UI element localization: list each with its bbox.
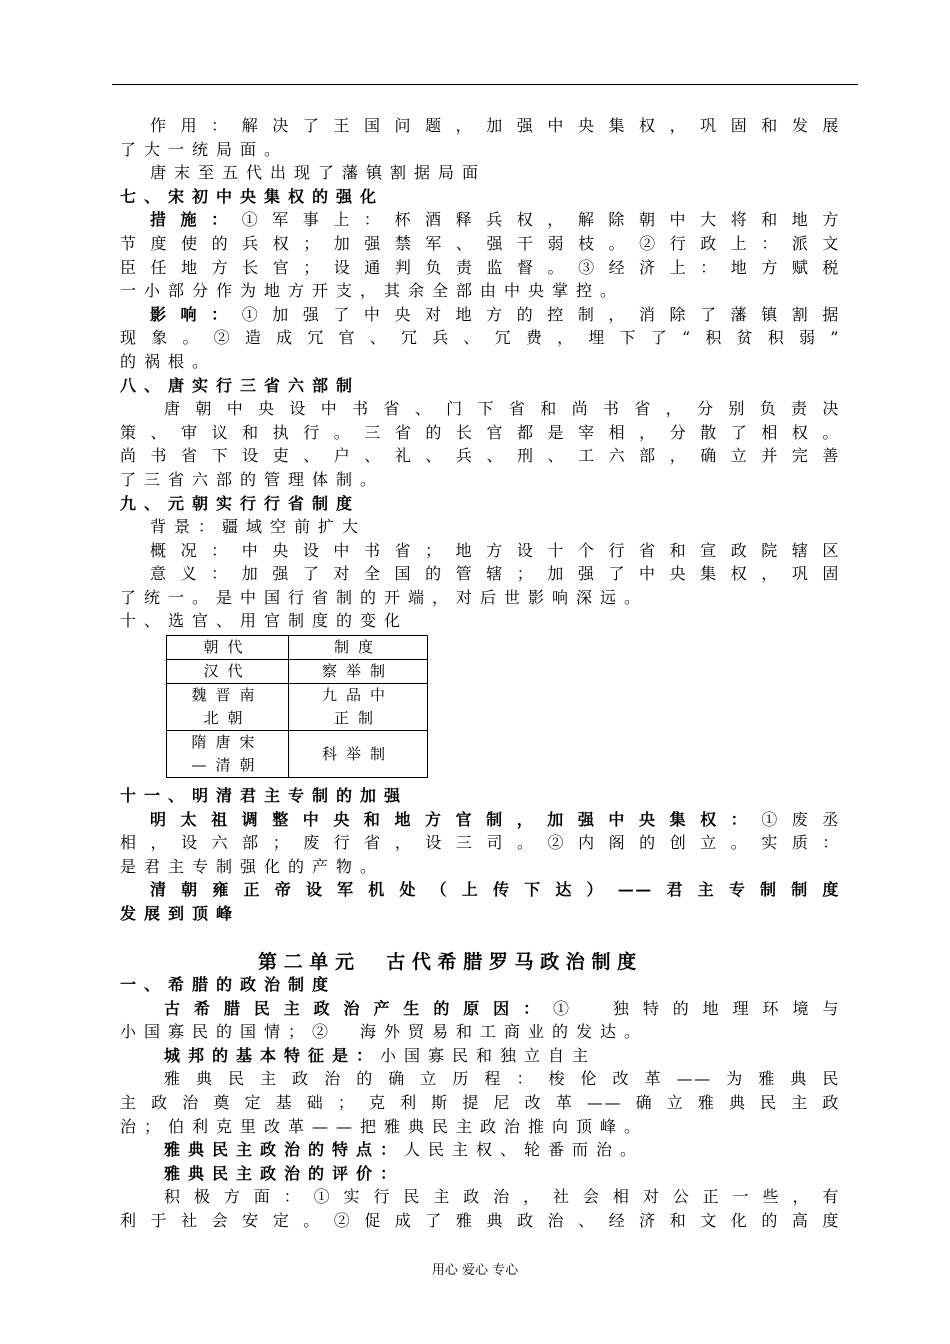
text-line xyxy=(120,279,840,303)
table-cell: 九品中 正制 xyxy=(289,684,428,731)
line-text: 十、选官、用官制度的变化 xyxy=(120,611,409,631)
text-line xyxy=(120,1044,840,1068)
unit-title: 第二单元 古代希腊罗马政治制度 xyxy=(258,951,643,973)
text-line xyxy=(120,609,840,633)
text-line xyxy=(120,1067,840,1091)
table-header-cell: 朝代 xyxy=(167,636,289,660)
text-line xyxy=(120,808,840,832)
line-text: 人民主权、轮番而治。 xyxy=(404,1140,645,1160)
line-text: 现象。②造成冗官、冗兵、冗费，埋下了“积贫积弱” xyxy=(120,328,840,348)
text-line xyxy=(120,831,840,855)
line-text: 作用：解决了王国问题，加强中央集权，巩固和发展 xyxy=(150,116,840,135)
text-line xyxy=(120,784,840,808)
table-cell: 察举制 xyxy=(289,660,428,684)
text-line xyxy=(120,902,840,926)
line-text: 尚书省下设吏、户、礼、兵、刑、工六部，确立并完善 xyxy=(120,446,840,466)
table-cell: 魏晋南 北朝 xyxy=(167,684,289,731)
line-text: ①废丞 xyxy=(761,809,840,829)
line-text: ①加强了中央对地方的控制，消除了藩镇割据 xyxy=(241,304,840,324)
line-text: 治；伯利克里改革——把雅典民主政治推向顶峰。 xyxy=(120,1116,649,1136)
line-text: 了大一统局面。 xyxy=(120,139,289,159)
line-text: 的祸根。 xyxy=(120,351,217,371)
text-line xyxy=(120,586,840,610)
line-text: 八、唐实行三省六部制 xyxy=(120,375,361,395)
line-text: 小国寡民和独立自主 xyxy=(380,1045,597,1065)
line-text: 唐末至五代出现了藩镇割据局面 xyxy=(150,163,487,183)
text-line xyxy=(120,161,840,185)
text-line xyxy=(120,973,840,997)
table-cell: 汉代 xyxy=(167,660,289,684)
text-line xyxy=(120,1138,840,1162)
document-body-bottom xyxy=(120,973,840,1233)
page-footer: 用心 爱心 专心 xyxy=(431,1263,519,1278)
line-text: 雅典民主政治的确立历程：梭伦改革——为雅典民 xyxy=(164,1069,840,1089)
table-row xyxy=(167,684,428,731)
text-line xyxy=(120,138,840,162)
line-text: 发展到顶峰 xyxy=(120,903,241,923)
line-text: 意义：加强了对全国的管辖；加强了中央集权，巩固 xyxy=(150,564,840,584)
line-text: 雅典民主政治的评价： xyxy=(164,1163,405,1183)
line-text: 相，设六部；废行省，设三司。②内阁的创立。实质： xyxy=(120,833,840,853)
text-line xyxy=(120,256,840,280)
line-text: 九、元朝实行行省制度 xyxy=(120,493,361,513)
document-body-top xyxy=(120,114,840,633)
text-line xyxy=(120,397,840,421)
line-label: 雅典民主政治的特点： xyxy=(164,1140,405,1160)
text-line xyxy=(120,1185,840,1209)
text-line xyxy=(120,1091,840,1115)
text-line xyxy=(120,326,840,350)
official-selection-table xyxy=(166,635,428,778)
line-label: 古希腊民主政治产生的原因： xyxy=(164,998,554,1018)
line-text: 主政治奠定基础；克利斯提尼改革——确立雅典民主政 xyxy=(120,1092,840,1112)
line-text: 唐朝中央设中书省、门下省和尚书省，分别负责决 xyxy=(164,399,840,419)
line-text: 臣任地方长官；设通判负责监督。③经济上：地方赋税 xyxy=(120,257,840,277)
text-line xyxy=(120,539,840,563)
table-header-cell: 制度 xyxy=(289,636,428,660)
text-line xyxy=(120,1115,840,1139)
line-text: 策、审议和执行。三省的长官都是宰相，分散了相权。 xyxy=(120,422,840,442)
text-line xyxy=(120,515,840,539)
line-text: 一小部分作为地方开支，其余全部由中央掌控。 xyxy=(120,281,625,301)
line-text: 积极方面：①实行民主政治，社会相对公正一些，有 xyxy=(164,1187,840,1207)
text-line xyxy=(120,562,840,586)
line-text: 十一、明清君主专制的加强 xyxy=(120,786,409,805)
line-text: 利于社会安定。②促成了雅典政治、经济和文化的高度 xyxy=(120,1210,840,1230)
line-label: 明太祖调整中央和地方官制，加强中央集权： xyxy=(150,809,762,829)
document-body-middle xyxy=(120,784,840,926)
text-line xyxy=(120,114,840,138)
text-line xyxy=(120,421,840,445)
line-label: 影响： xyxy=(150,304,242,324)
text-line xyxy=(120,878,840,902)
text-line xyxy=(120,232,840,256)
line-label: 措施： xyxy=(150,210,242,230)
line-text: 了三省六部的管理体制。 xyxy=(120,469,385,489)
table-row xyxy=(167,660,428,684)
text-line xyxy=(120,208,840,232)
line-text: ①军事上：杯酒释兵权，解除朝中大将和地方 xyxy=(241,210,840,230)
table-cell: 隋唐宋 —清朝 xyxy=(167,731,289,778)
line-text: 清朝雍正帝设军机处（上传下达）——君主专制制度 xyxy=(150,880,840,900)
text-line xyxy=(120,374,840,398)
line-text: 节度使的兵权；加强禁军、强干弱枝。②行政上：派文 xyxy=(120,233,840,253)
text-line xyxy=(120,855,840,879)
text-line xyxy=(120,185,840,209)
line-text: 了统一。是中国行省制的开端，对后世影响深远。 xyxy=(120,587,649,607)
header-rule xyxy=(112,84,858,85)
text-line xyxy=(120,1209,840,1233)
table-cell: 科举制 xyxy=(289,731,428,778)
line-text: 背景：疆域空前扩大 xyxy=(150,517,367,537)
text-line xyxy=(120,468,840,492)
text-line xyxy=(120,492,840,516)
text-line xyxy=(120,350,840,374)
line-label: 城邦的基本特征是： xyxy=(164,1045,381,1065)
text-line xyxy=(120,444,840,468)
text-line xyxy=(120,1020,840,1044)
line-text: 七、宋初中央集权的强化 xyxy=(120,186,385,206)
text-line xyxy=(120,303,840,327)
line-text: 一、希腊的政治制度 xyxy=(120,975,337,994)
table-header-row xyxy=(167,636,428,660)
line-text: 是君主专制强化的产物。 xyxy=(120,856,385,876)
text-line xyxy=(120,1162,840,1186)
table-row xyxy=(167,731,428,778)
text-line xyxy=(120,997,840,1021)
line-text: 小国寡民的国情；② 海外贸易和工商业的发达。 xyxy=(120,1022,649,1042)
line-text: 概况：中央设中书省；地方设十个行省和宣政院辖区 xyxy=(150,540,840,560)
line-text: ① 独特的地理环境与 xyxy=(553,998,840,1018)
